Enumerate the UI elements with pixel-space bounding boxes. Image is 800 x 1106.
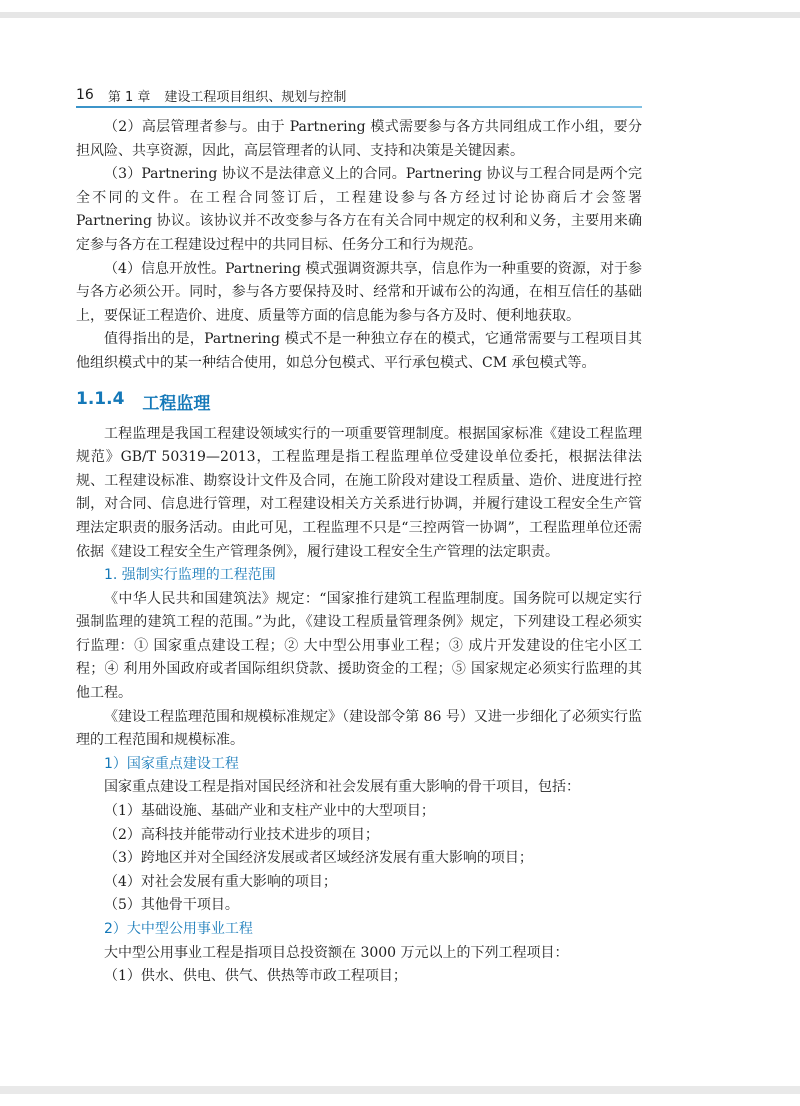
paragraph: 大中型公用事业工程是指项目总投资额在 3000 万元以上的下列工程项目： bbox=[104, 944, 569, 961]
paragraph: 国家重点建设工程是指对国民经济和社会发展有重大影响的骨干项目，包括： bbox=[104, 779, 580, 796]
chapter-title: 建设工程项目组织、规划与控制 bbox=[164, 89, 347, 105]
list-item: （1）基础设施、基础产业和支柱产业中的大型项目； bbox=[104, 803, 435, 820]
list-item: （1）供水、供电、供气、供热等市政工程项目； bbox=[104, 968, 407, 985]
list-item: （2）高科技并能带动行业技术进步的项目； bbox=[104, 826, 379, 843]
subsection-heading: 1. 强制实行监理的工程范围 bbox=[104, 567, 276, 584]
page-number: 16 bbox=[76, 87, 94, 103]
header-rule bbox=[76, 106, 642, 108]
section-heading bbox=[76, 389, 642, 414]
paragraph: （2）高层管理者参与。由于 Partnering 模式需要参与各方共同组成工作小组，要分担风险、共享资源，因此，高层管理者的认同、支持和决策是关键因素。 bbox=[76, 119, 642, 159]
paragraph: 《中华人民共和国建筑法》规定：“国家推行建筑工程监理制度。国务院可以规定实行强制监理的建筑工程的范围。”为此，《建设工程质量管理条例》规定，下列建设工程必须实行监理：① 国家重点建设工程；② 大中型公用事业工程；③ 成片开发建设的住宅小区工程；④ 利用外国政府或者国际组织贷款、援助资金的工程；⑤ 国家规定必须实行监理的其他工程。 bbox=[76, 590, 642, 702]
subsection-heading: 2）大中型公用事业工程 bbox=[104, 921, 253, 937]
list-item: （3）跨地区并对全国经济发展或者区域经济发展有重大影响的项目； bbox=[104, 850, 533, 867]
subsection-heading: 1）国家重点建设工程 bbox=[104, 755, 239, 772]
list-item: （4）对社会发展有重大影响的项目； bbox=[104, 873, 337, 890]
list-item: （5）其他骨干项目。 bbox=[104, 897, 239, 914]
running-header bbox=[76, 84, 642, 106]
section-number: 1.1.4 bbox=[76, 388, 125, 409]
paragraph: （4）信息开放性。Partnering 模式强调资源共享，信息作为一种重要的资源，对于参与各方必须公开。同时，参与各方要保持及时、经常和开诚布公的沟通，在相互信任的基础上，要保证工程造价、进度、质量等方面的信息能为参与各方及时、便利地获取。 bbox=[76, 260, 642, 324]
scan-edge-top bbox=[0, 12, 800, 18]
section-title: 工程监理 bbox=[142, 393, 211, 414]
chapter-number: 第 1 章 bbox=[107, 89, 151, 105]
paragraph: （3）Partnering 协议不是法律意义上的合同。Partnering 协议与工程合同是两个完全不同的文件。在工程合同签订后，工程建设参与各方经过讨论协商后才会签署 Partnering 协议。该协议并不改变参与各方在有关合同中规定的权利和义务，主要用来确定参与各方在工程建设过程中的共同目标、任务分工和行为规范。 bbox=[76, 166, 642, 253]
paragraph: 值得指出的是，Partnering 模式不是一种独立存在的模式，它通常需要与工程项目其他组织模式中的某一种结合使用，如总分包模式、平行承包模式、CM 承包模式等。 bbox=[76, 331, 642, 371]
scan-edge-bottom bbox=[0, 1086, 800, 1094]
paragraph: 《建设工程监理范围和规模标准规定》（建设部令第 86 号）又进一步细化了必须实行监理的工程范围和规模标准。 bbox=[76, 708, 642, 749]
paragraph: 工程监理是我国工程建设领域实行的一项重要管理制度。根据国家标准《建设工程监理规范》GB/T 50319—2013，工程监理是指工程监理单位受建设单位委托，根据法律法规、工程建设标准、勘察设计文件及合同，在施工阶段对建设工程质量、造价、进度进行控制，对合同、信息进行管理，对工程建设相关方关系进行协调，并履行建设工程安全生产管理法定职责的服务活动。由此可见，工程监理不只是“三控两管一协调”，工程监理单位还需依据《建设工程安全生产管理条例》，履行建设工程安全生产管理的法定职责。 bbox=[76, 425, 642, 560]
page-body bbox=[76, 116, 642, 989]
